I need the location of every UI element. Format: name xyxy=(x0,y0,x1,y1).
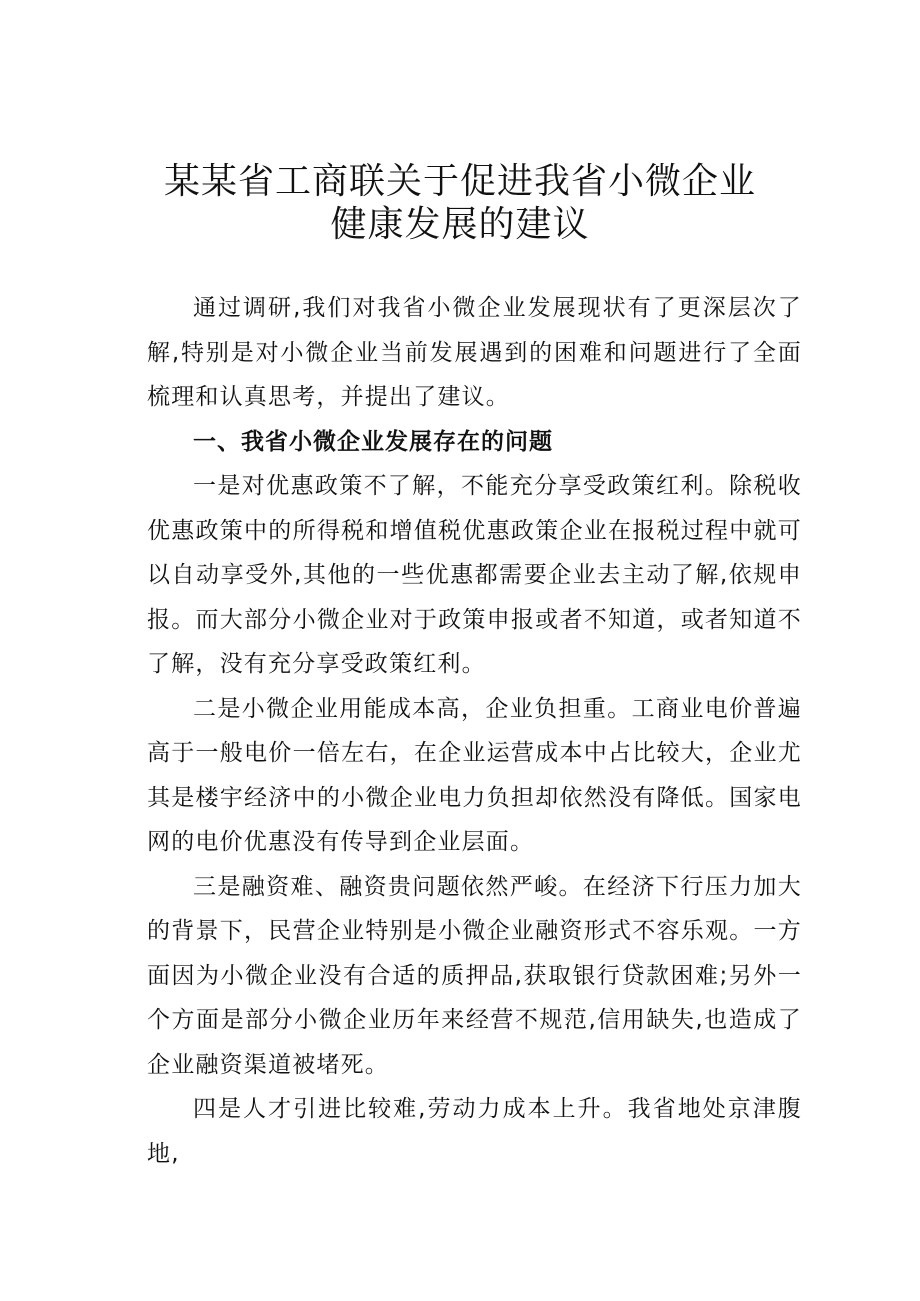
problem-paragraph-1: 一是对优惠政策不了解，不能充分享受政策红利。除税收优惠政策中的所得税和增值税优惠政策企业在报税过程中就可以自动享受外,其他的一些优惠都需要企业去主动了解,依规申报。而大部分小微企业对于政策申报或者不知道，或者知道不了解，没有充分享受政策红利。 xyxy=(147,473,802,677)
intro-paragraph: 通过调研,我们对我省小微企业发展现状有了更深层次了解,特别是对小微企业当前发展遇到的困难和问题进行了全面梳理和认真思考，并提出了建议。 xyxy=(147,295,802,410)
document-title-line-2: 健康发展的建议 xyxy=(330,204,590,245)
problem-paragraph-2: 二是小微企业用能成本高，企业负担重。工商业电价普遍高于一般电价一倍左右，在企业运营成本中占比较大，企业尤其是楼宇经济中的小微企业电力负担却依然没有降低。国家电网的电价优惠没有传导到企业层面。 xyxy=(147,695,802,855)
problem-paragraph-3: 三是融资难、融资贵问题依然严峻。在经济下行压力加大的背景下，民营企业特别是小微企业融资形式不容乐观。一方面因为小微企业没有合适的质押品,获取银行贷款困难;另外一个方面是部分小微企业历年来经营不规范,信用缺失,也造成了企业融资渠道被堵死。 xyxy=(147,873,802,1078)
section-heading-1: 一、我省小微企业发展存在的问题 xyxy=(193,428,553,455)
problem-paragraph-4: 四是人才引进比较难,劳动力成本上升。我省地处京津腹地, xyxy=(147,1096,802,1167)
document-title-line-1: 某某省工商联关于促进我省小微企业 xyxy=(163,161,756,202)
document-body xyxy=(147,286,802,1176)
